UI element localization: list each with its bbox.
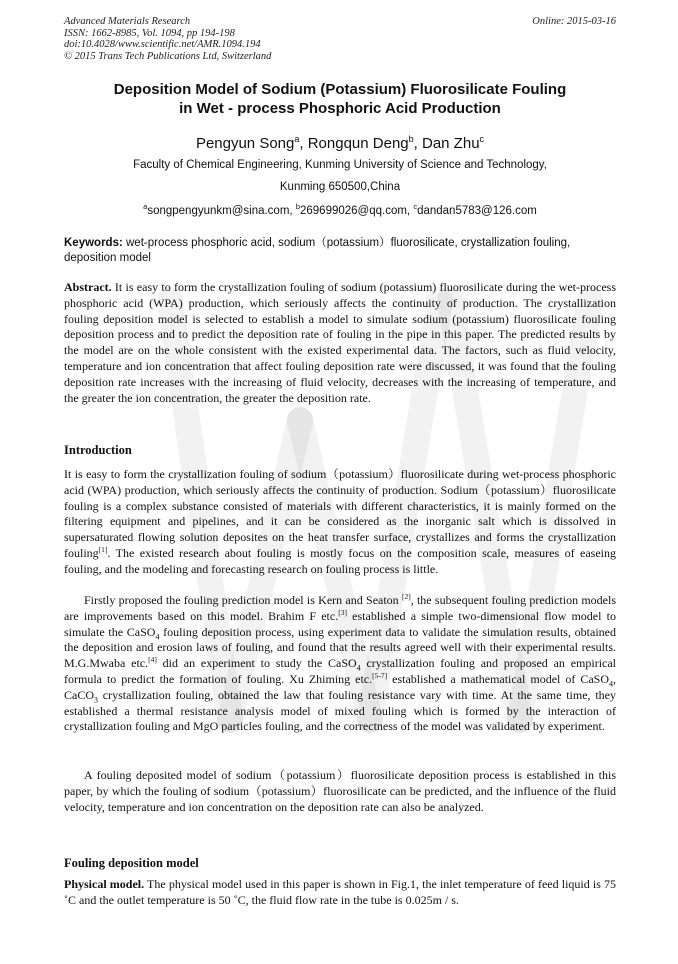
online-date: Online: 2015-03-16 (532, 16, 616, 27)
email-address[interactable]: songpengyunkm@sina.com, (147, 204, 296, 217)
keywords-text: wet-process phosphoric acid, sodium（potassium）fluorosilicate, crystallization fouling, deposition model (64, 237, 571, 264)
email-address[interactable]: 269699026@qq.com, (299, 204, 414, 217)
author-sep: , (413, 135, 422, 152)
email-sup: b (295, 202, 300, 211)
subscript: 4 (609, 679, 613, 689)
citation-ref[interactable]: [4] (148, 655, 157, 665)
intro-paragraph-2 (64, 593, 616, 735)
intro-p2-text: did an experiment to study the CaSO (156, 656, 357, 671)
intro-p2-text: crystallization fouling, obtained the law that fouling resistance vary with time. At the same time, they established a thermal resistance analysis model of mixed fouling which is formed by the interaction of crystallization fouling and MgO particles fouling, and the correctness of the model was validated by experiment. (64, 687, 616, 734)
journal-issn: ISSN: 1662-8985, Vol. 1094, pp 194-198 (64, 27, 235, 39)
intro-p2-text: , CaCO (64, 671, 616, 702)
abstract-text: It is easy to form the crystallization fouling of sodium (potassium) fluorosilicate during the wet-process phosphoric acid (WPA) production, which seriously affects the continuity of production. The crystallization fouling deposition model is selected to establish a model to simulate sodium (potassium) fluorosilicate fouling deposition process and to predict the deposition rate of fouling in the pipe in this paper. The predicted results by the model are on the whole consistent with the existed experimental data. The factors, such as fluid velocity, temperature and ion concentration that affect fouling deposition rate were discussed, it was found that the fouling deposition rate increases with the increasing of fluid velocity, decreases with the increasing of temperature, and the greater the ion concentration, the greater the deposition rate. (64, 280, 616, 405)
author-name: Dan Zhu (422, 135, 480, 152)
section-heading-introduction: Introduction (64, 443, 132, 457)
keywords-label: Keywords: (64, 237, 123, 249)
affiliation-line-2: Kunming 650500,China (279, 181, 401, 193)
author-sup: b (408, 134, 414, 144)
intro-paragraph-1 (64, 467, 616, 578)
title-line-1: Deposition Model of Sodium (Potassium) Fluorosilicate Fouling (113, 81, 567, 98)
author-list (64, 130, 616, 153)
subscript: 4 (155, 631, 160, 641)
intro-p2-text: established a mathematical model of CaSO (387, 671, 609, 686)
author-name: Pengyun Song (195, 135, 295, 152)
intro-paragraph-3: A fouling deposited model of sodium（potassium）fluorosilicate deposition process is established in this paper, by which the fouling of sodium（potassium）fluorosilicate can be predicted, and the influence of the fluid velocity, temperature and ion concentration on the deposition rate can also be analyzed. (64, 768, 616, 814)
title-line-2: in Wet - process Phosphoric Acid Production (179, 100, 501, 117)
abstract (64, 280, 616, 406)
keywords (64, 236, 616, 266)
citation-ref[interactable]: [1] (98, 544, 108, 554)
intro-p1-text: It is easy to form the crystallization fouling of sodium（potassium）fluorosilicate during wet-process phosphoric acid (WPA) production, which seriously affects the continuity of production. Sodium（potassium）fluorosilicate fouling is a complex substance consisted of materials with different characteristics, it is mainly formed on the filtering equipment and pipelines, and it can be considered as the inorganic salt which is dissolved in supersaturated flowing solution deposites on the heat transfer surface, crystallizes and forms the crystallization fouling (64, 467, 616, 560)
intro-p2-text: established a simple two-dimensional flow model to simulate the CaSO (64, 608, 616, 639)
physical-model-text: The physical model used in this paper is shown in Fig.1, the inlet temperature of feed liquid is 75 ˚C and the outlet temperature is 50 ˚C, the fluid flow rate in the tube is 0.025m / s. (64, 877, 617, 907)
citation-ref[interactable]: [5-7] (372, 670, 388, 680)
citation-ref[interactable]: [3] (338, 607, 347, 617)
section-heading-fouling-model: Fouling deposition model (64, 856, 199, 870)
author-sep: , (299, 135, 308, 152)
intro-p2-text: crystallization fouling and proposed an empirical formula to predict the formation of fouling. Xu Zhiming etc. (64, 656, 617, 686)
citation-ref[interactable]: [2] (401, 592, 411, 601)
email-address[interactable]: dandan5783@126.com (417, 204, 537, 217)
paper-title (64, 80, 616, 118)
email-sup: c (413, 202, 418, 211)
intro-p2-text: , the subsequent fouling prediction models are improvements based on this model. Brahim F etc. (64, 593, 617, 623)
intro-p1-text-end: . The existed research about fouling is mostly focus on the composition scale, measures of easeing fouling, and the modeling and forecasting research on fouling process is little. (64, 545, 616, 576)
physical-model-paragraph (64, 877, 616, 909)
author-emails (64, 200, 616, 218)
subscript: 3 (94, 695, 98, 705)
affiliation-line-1: Faculty of Chemical Engineering, Kunming University of Science and Technology, (133, 159, 547, 171)
journal-copyright: © 2015 Trans Tech Publications Ltd, Switzerland (64, 50, 272, 62)
author-sup: c (479, 134, 485, 144)
intro-p2-text: Firstly proposed the fouling prediction model is Kern and Seaton (84, 593, 402, 607)
author-sup: a (294, 134, 300, 144)
author-name: Rongqun Deng (307, 135, 409, 152)
physical-model-label: Physical model. (64, 877, 145, 891)
journal-name: Advanced Materials Research (64, 16, 191, 27)
intro-p2-text: fouling deposition process, using experiment data to validate the simulation results, obtained the deposition and erosion laws of fouling, and found that the results agreed well with their experimental results. M.G.Mwaba etc. (64, 624, 616, 671)
abstract-label: Abstract. (64, 280, 112, 294)
email-sup: a (143, 202, 148, 211)
subscript: 4 (356, 663, 361, 673)
journal-doi: doi:10.4028/www.scientific.net/AMR.1094.194 (64, 39, 261, 50)
journal-header (64, 16, 616, 62)
